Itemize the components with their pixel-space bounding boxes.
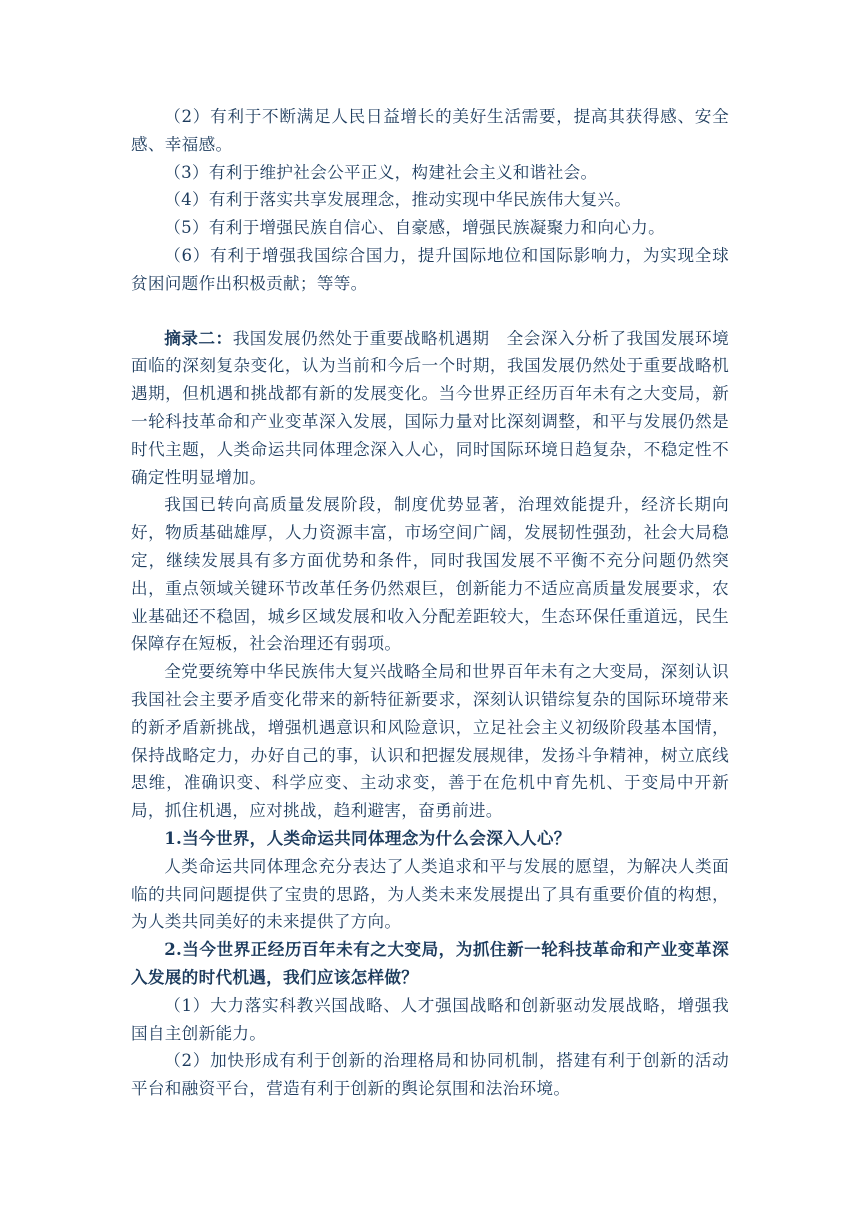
answer-2-item-2: （2）加快形成有利于创新的治理格局和协同机制，搭建有利于创新的活动平台和融资平台，营造有利于创新的舆论氛围和法治环境。 (131, 1051, 729, 1099)
excerpt-paragraph-3: 全党要统筹中华民族伟大复兴战略全局和世界百年未有之大变局，深刻认识我国社会主要矛盾变化带来的新特征新要求，深刻认识错综复杂的国际环境带来的新矛盾新挑战，增强机遇意识和风险意识，立足社会主义初级阶段基本国情，保持战略定力，办好自己的事，认识和把握发展规律，发扬斗争精神，树立底线思维，准确识变、科学应变、主动求变，善于在危机中育先机、于变局中开新局，抓住机遇，应对挑战，趋利避害，奋勇前进。 (131, 662, 729, 821)
excerpt-paragraph (131, 325, 729, 492)
question-1: 1.当今世界，人类命运共同体理念为什么会深入人心？ (164, 827, 571, 848)
benefit-item-3: （3）有利于维护社会公平正义，构建社会主义和谐社会。 (164, 162, 598, 182)
answer-2-item-1: （1）大力落实科教兴国战略、人才强国战略和创新驱动发展战略，增强我国自主创新能力。 (131, 995, 729, 1043)
benefit-item-5: （5）有利于增强民族自信心、自豪感，增强民族凝聚力和向心力。 (164, 218, 665, 238)
document-body (131, 103, 729, 1103)
excerpt-paragraph-2: 我国已转向高质量发展阶段，制度优势显著，治理效能提升，经济长期向好，物质基础雄厚，人力资源丰富，市场空间广阔，发展韧性强劲，社会大局稳定，继续发展具有多方面优势和条件，同时我国发展不平衡不充分问题仍然突出，重点领域关键环节改革任务仍然艰巨，创新能力不适应高质量发展要求，农业基础还不稳固，城乡区域发展和收入分配差距较大，生态环保任重道远，民生保障存在短板，社会治理还有弱项。 (131, 495, 729, 654)
answer-1: 人类命运共同体理念充分表达了人类追求和平与发展的愿望，为解决人类面临的共同问题提供了宝贵的思路，为人类未来发展提出了具有重要价值的构想，为人类共同美好的未来提供了方向。 (131, 856, 729, 932)
benefit-item-2: （2）有利于不断满足人民日益增长的美好生活需要，提高其获得感、安全感、幸福感。 (131, 107, 729, 154)
excerpt-lead: 摘录二： (164, 327, 233, 348)
benefit-item-4: （4）有利于落实共享发展理念，推动实现中华民族伟大复兴。 (164, 190, 632, 210)
question-2: 2.当今世界正经历百年未有之大变局，为抓住新一轮科技革命和产业变革深入发展的时代机遇，我们应该怎样做？ (131, 939, 729, 987)
excerpt-text: 我国发展仍然处于重要战略机遇期 全会深入分析了我国发展环境面临的深刻复杂变化，认为当前和今后一个时期，我国发展仍然处于重要战略机遇期，但机遇和挑战都有新的发展变化。当今世界正经历百年未有之大变局，新一轮科技革命和产业变革深入发展，国际力量对比深刻调整，和平与发展仍然是时代主题，人类命运共同体理念深入人心，同时国际环境日趋复杂，不稳定性不确定性明显增加。 (131, 328, 730, 487)
benefit-item-6: （6）有利于增强我国综合国力，提升国际地位和国际影响力，为实现全球贫困问题作出积极贡献；等等。 (131, 245, 729, 293)
